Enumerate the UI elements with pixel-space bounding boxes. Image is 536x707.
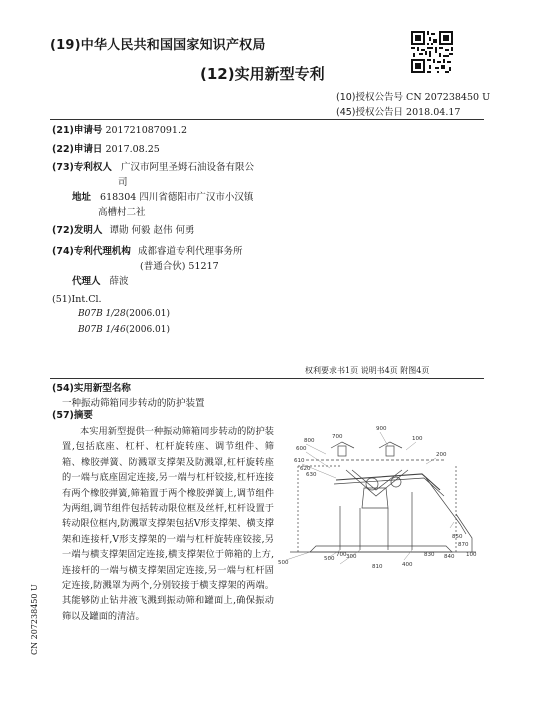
figure-label-850: 850 — [452, 534, 463, 540]
figure-label-200: 200 — [436, 452, 447, 458]
int-cl-label: (51)Int.Cl. — [52, 294, 102, 305]
title-label: (54)实用新型名称 — [52, 383, 131, 394]
figure-label-700-bottom: 700 — [336, 552, 347, 558]
address-label: 地址 — [72, 192, 92, 203]
ipc-version-2: (2006.01) — [125, 325, 171, 335]
abstract-label: (57)摘要 — [52, 410, 93, 421]
address-line-2: 高槽村二社 — [98, 207, 146, 218]
figure-label-300: 300 — [346, 554, 357, 560]
application-number: 201721087091.2 — [105, 125, 188, 136]
summary-divider — [50, 378, 484, 379]
abstract-drawing — [276, 418, 486, 586]
figure-label-900: 900 — [376, 426, 387, 432]
qr-code — [411, 31, 453, 73]
inventor-row — [52, 222, 195, 239]
figure-label-620: 620 — [300, 466, 311, 472]
figure-label-610: 610 — [294, 458, 305, 464]
figure-label-830: 830 — [424, 552, 435, 558]
figure-label-500-left: 500 — [278, 560, 289, 566]
figure-label-810: 810 — [372, 564, 383, 570]
office-header: (19)中华人民共和国国家知识产权局 — [50, 38, 266, 53]
figure-label-500-mid: 500 — [324, 556, 335, 562]
publication-number: CN 207238450 U — [406, 92, 491, 103]
figure-label-400: 400 — [402, 562, 413, 568]
agent-label: 代理人 — [72, 276, 101, 287]
patentee-row — [52, 159, 254, 176]
agent-row — [72, 273, 129, 290]
figure-label-600: 600 — [296, 446, 307, 452]
figure-label-840: 840 — [444, 554, 455, 560]
document-type: (12)实用新型专利 — [200, 65, 325, 83]
inventor-label: (72)发明人 — [52, 225, 103, 236]
agency-label: (74)专利代理机构 — [52, 246, 131, 257]
figure-label-630: 630 — [306, 472, 317, 478]
patentee-label: (73)专利权人 — [52, 162, 112, 173]
spine-publication-number: CN 207238450 U — [30, 584, 39, 655]
patentee-name-line-2: 司 — [118, 177, 128, 188]
application-number-label: (21)申请号 — [52, 125, 103, 136]
publication-date-row — [336, 104, 460, 118]
publication-date: 2018.04.17 — [406, 107, 461, 118]
application-number-row — [52, 122, 187, 139]
figure-label-800: 800 — [304, 438, 315, 444]
filing-date: 2017.08.25 — [105, 144, 160, 155]
figure-label-700-top: 700 — [332, 434, 343, 440]
figure-label-100-bottom: 100 — [466, 552, 477, 558]
ipc-code-1: B07B 1/28 — [78, 309, 126, 319]
publication-date-label: (45)授权公告日 — [336, 107, 404, 118]
page-count-summary: 权利要求书1页 说明书4页 附图4页 — [305, 366, 430, 375]
address-line-1: 618304 四川省德阳市广汉市小汉镇 — [100, 192, 254, 203]
utility-model-title: 一种振动筛箱同步转动的防护装置 — [62, 398, 205, 409]
patentee-name-line-1: 广汉市阿里圣姆石油设备有限公 — [120, 162, 254, 173]
ipc-class-1 — [78, 309, 170, 319]
header-divider — [50, 119, 484, 120]
agent-name: 薛波 — [109, 276, 129, 287]
abstract-text: 本实用新型提供一种振动筛箱同步转动的防护装置,包括底座、杠杆、杠杆旋转座、调节组件、筛箱、橡胶弹簧、防溅罩支撑架及防溅罩,杠杆旋转座的一端与底座固定连接,另一端与杠杆铰接,杠杆连接有两个橡胶弹簧,筛箱置于两个橡胶弹簧上,调节组件为两组,调节组件包括转动限位框及丝杆,杠杆设置于转动限位框内,防溅罩支撑架包括V形支撑架、横支撑架和连接杆,V形支撑架的一端与杠杆旋转座铰接,另一端与横支撑架固定连接,横支撑架位于筛箱的上方,连接杆的一端与横支撑架固定连接,另一端与杠杆固定连接,防溅罩为两个,分别铰接于横支撑架的两端。其能够防止钻井液飞溅到振动筛和罐面上,确保振动筛以及罐面的清洁。 — [62, 426, 274, 622]
agency-name-line-2: (普通合伙) 51217 — [140, 261, 219, 272]
ipc-class-2 — [78, 325, 170, 335]
figure-label-100-top: 100 — [412, 436, 423, 442]
ipc-code-2: B07B 1/46 — [78, 325, 126, 335]
figure-label-870: 870 — [458, 542, 469, 548]
publication-number-row — [336, 89, 490, 103]
publication-number-label: (10)授权公告号 — [336, 92, 404, 103]
inventor-names: 谭勋 何毅 赵伟 何勇 — [109, 225, 195, 236]
ipc-version-1: (2006.01) — [125, 309, 171, 319]
filing-date-label: (22)申请日 — [52, 144, 103, 155]
filing-date-row — [52, 141, 160, 158]
agency-name-line-1: 成都睿道专利代理事务所 — [137, 246, 243, 257]
